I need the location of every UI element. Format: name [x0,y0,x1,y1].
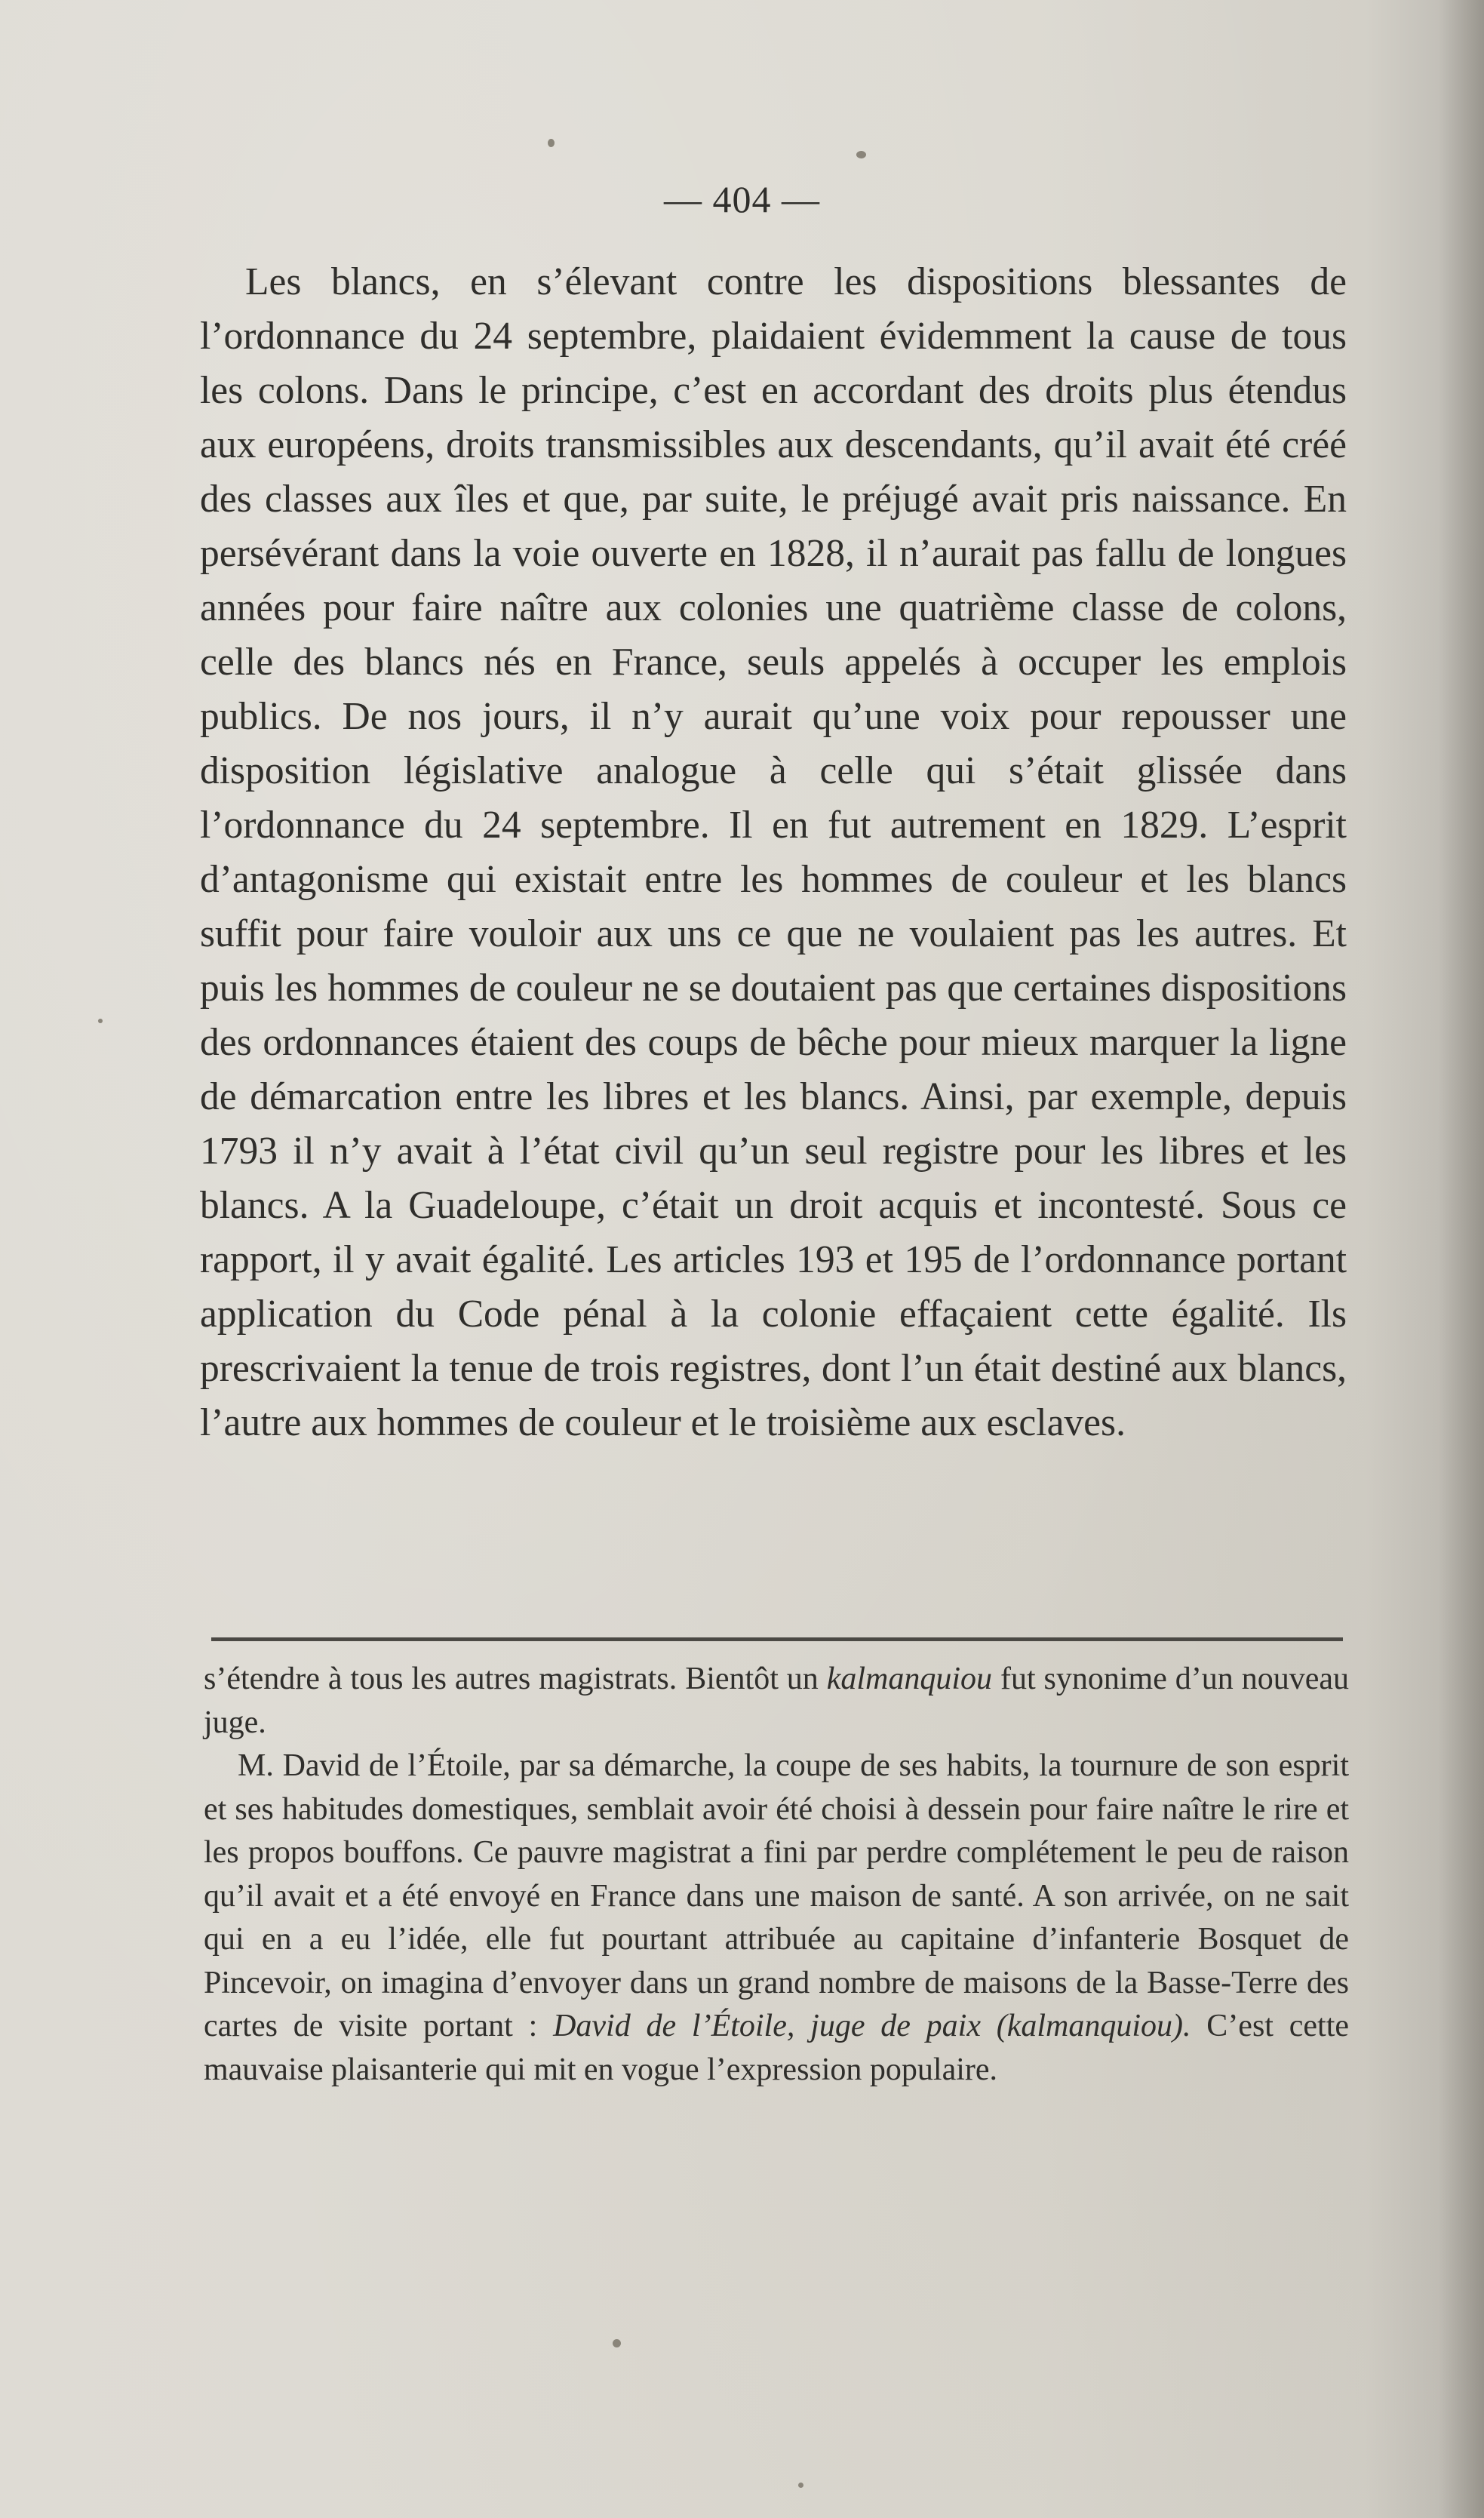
footnote-para2-text: M. David de l’Étoile, par sa démarche, la coupe de ses habits, la tournure de son esprit et ses habitudes domestiques, semblait avoir été choisi à dessein pour faire naître le rire et les propos bouffons. Ce pauvre magistrat a fini par perdre complétement le peu de raison qu’il avait et a été envoyé en France dans une maison de santé. A son arrivée, on ne sait qui en a eu l’idée, elle fut pourtant attribuée au capitaine d’infanterie Bosquet de Pincevoir, on imagina d’envoyer dans un grand nombre de maisons de la Basse-Terre des cartes de visite portant : [204,1748,1349,2043]
paper-speck [613,2339,621,2347]
footnote-paragraph [204,1745,1349,2092]
paper-speck [798,2483,803,2488]
footnote-continuation [204,1658,1349,1745]
footnote-line1-italic: kalmanquiou [826,1662,993,1696]
footnote-separator-rule [211,1637,1343,1641]
main-paragraph: Les blancs, en s’élevant contre les dispositions blessantes de l’ordonnance du 24 septembre, plaidaient évidemment la cause de tous les colons. Dans le principe, c’est en accordant des droits plus étendus aux européens, droits transmissibles aux descendants, qu’il avait été créé des classes aux îles et que, par suite, le préjugé avait pris naissance. En persévérant dans la voie ouverte en 1828, il n’aurait pas fallu de longues années pour faire naître aux colonies une quatrième classe de colons, celle des blancs nés en France, seuls appelés à occuper les emplois publics. De nos jours, il n’y aurait qu’une voix pour repousser une disposition législative analogue à celle qui s’était glissée dans l’ordonnance du 24 septembre. Il en fut autrement en 1829. L’esprit d’antagonisme qui existait entre les hommes de couleur et les blancs suffit pour faire vouloir aux uns ce que ne voulaient pas les autres. Et puis les hommes de couleur ne se doutaient pas que certaines dispositions des ordonnances étaient des coups de bêche pour mieux marquer la ligne de démarcation entre les libres et les blancs. Ainsi, par exemple, depuis 1793 il n’y avait à l’état civil qu’un seul registre pour les libres et les blancs. A la Guadeloupe, c’était un droit acquis et incontesté. Sous ce rapport, il y avait égalité. Les articles 193 et 195 de l’ordonnance portant application du Code pénal à la colonie effaçaient cette égalité. Ils prescrivaient la tenue de trois registres, dont l’un était destiné aux blancs, l’autre aux hommes de couleur et le troisième aux esclaves. [200,260,1347,1444]
paper-speck [98,1019,103,1023]
page-edge-shadow [1439,0,1484,2518]
paper-speck [548,139,555,147]
footnote-para2-italic: David de l’Étoile, juge de paix (kalmanquiou). [553,2009,1191,2043]
footnote-line1-text: s’étendre à tous les autres magistrats. Bientôt un [204,1662,827,1696]
footnote-line1-text-end: fut synonime d’un nouveau juge. [204,1662,1349,1740]
footnote-para2-text-end: C’est cette mauvaise plaisanterie qui mit en vogue l’expression populaire. [204,2009,1349,2087]
page-number: — 404 — [664,178,820,220]
main-text-block [200,255,1347,1450]
footnote-block [204,1658,1349,2092]
paper-speck [856,151,866,158]
